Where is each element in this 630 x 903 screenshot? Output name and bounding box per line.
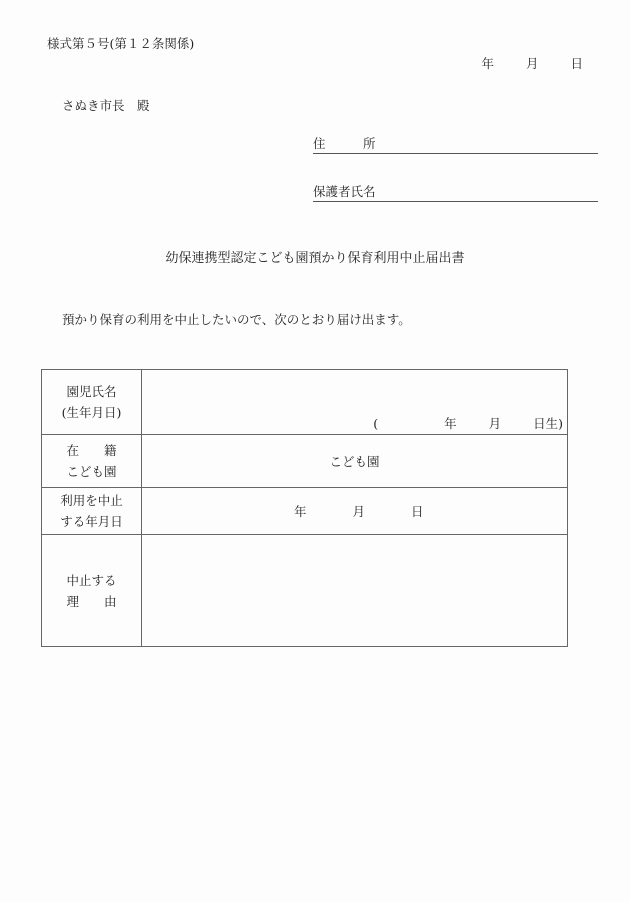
label-line: する年月日: [60, 514, 123, 529]
guardian-name-field[interactable]: [313, 183, 598, 202]
date-day: 日: [570, 56, 583, 71]
stop-day: 日: [411, 504, 424, 519]
stop-date: [142, 502, 567, 520]
child-name-field[interactable]: [142, 370, 568, 435]
school-suffix: こども園: [329, 454, 380, 469]
enrolled-school-field[interactable]: [142, 435, 568, 488]
dob-month: 月: [488, 416, 502, 431]
document-title: 幼保連携型認定こども園預かり保育利用中止届出書: [165, 251, 465, 266]
table-row: [42, 535, 568, 647]
address-field[interactable]: [313, 135, 598, 154]
dob-day: 日生): [533, 416, 563, 431]
reason-field[interactable]: [142, 535, 568, 647]
dob-year: 年: [444, 416, 457, 431]
birth-date: [373, 414, 563, 432]
label-line: 園児氏名: [66, 384, 117, 399]
guardian-name-label: 保護者氏名: [313, 184, 376, 199]
date-year: 年: [481, 56, 494, 71]
table-row: [42, 488, 568, 535]
dob-open-paren: (: [373, 416, 379, 431]
label-line: 理 由: [66, 593, 117, 609]
label-line: 中止する: [66, 572, 117, 588]
label-line: 在 籍: [66, 443, 117, 458]
stop-year: 年: [294, 504, 307, 519]
stop-month: 月: [352, 504, 366, 519]
table-row: [42, 435, 568, 488]
date-month: 月: [525, 56, 539, 71]
child-name-label: [42, 370, 142, 435]
address-label: 住 所: [313, 136, 376, 151]
addressee: さぬき市長 殿: [62, 98, 150, 113]
stop-date-field[interactable]: [142, 488, 568, 535]
enrolled-school-label: [42, 435, 142, 488]
form-table: [41, 369, 568, 647]
form-number: 様式第５号(第１２条関係): [47, 36, 195, 51]
label-line: こども園: [66, 464, 117, 479]
label-line: 利用を中止: [60, 493, 123, 508]
stop-date-label: [42, 488, 142, 535]
reason-label: [42, 535, 142, 647]
lead-text: 預かり保育の利用を中止したいので、次のとおり届け出ます。: [62, 312, 411, 327]
label-line: (生年月日): [61, 405, 122, 420]
submission-date: [481, 54, 583, 72]
table-row: [42, 370, 568, 435]
